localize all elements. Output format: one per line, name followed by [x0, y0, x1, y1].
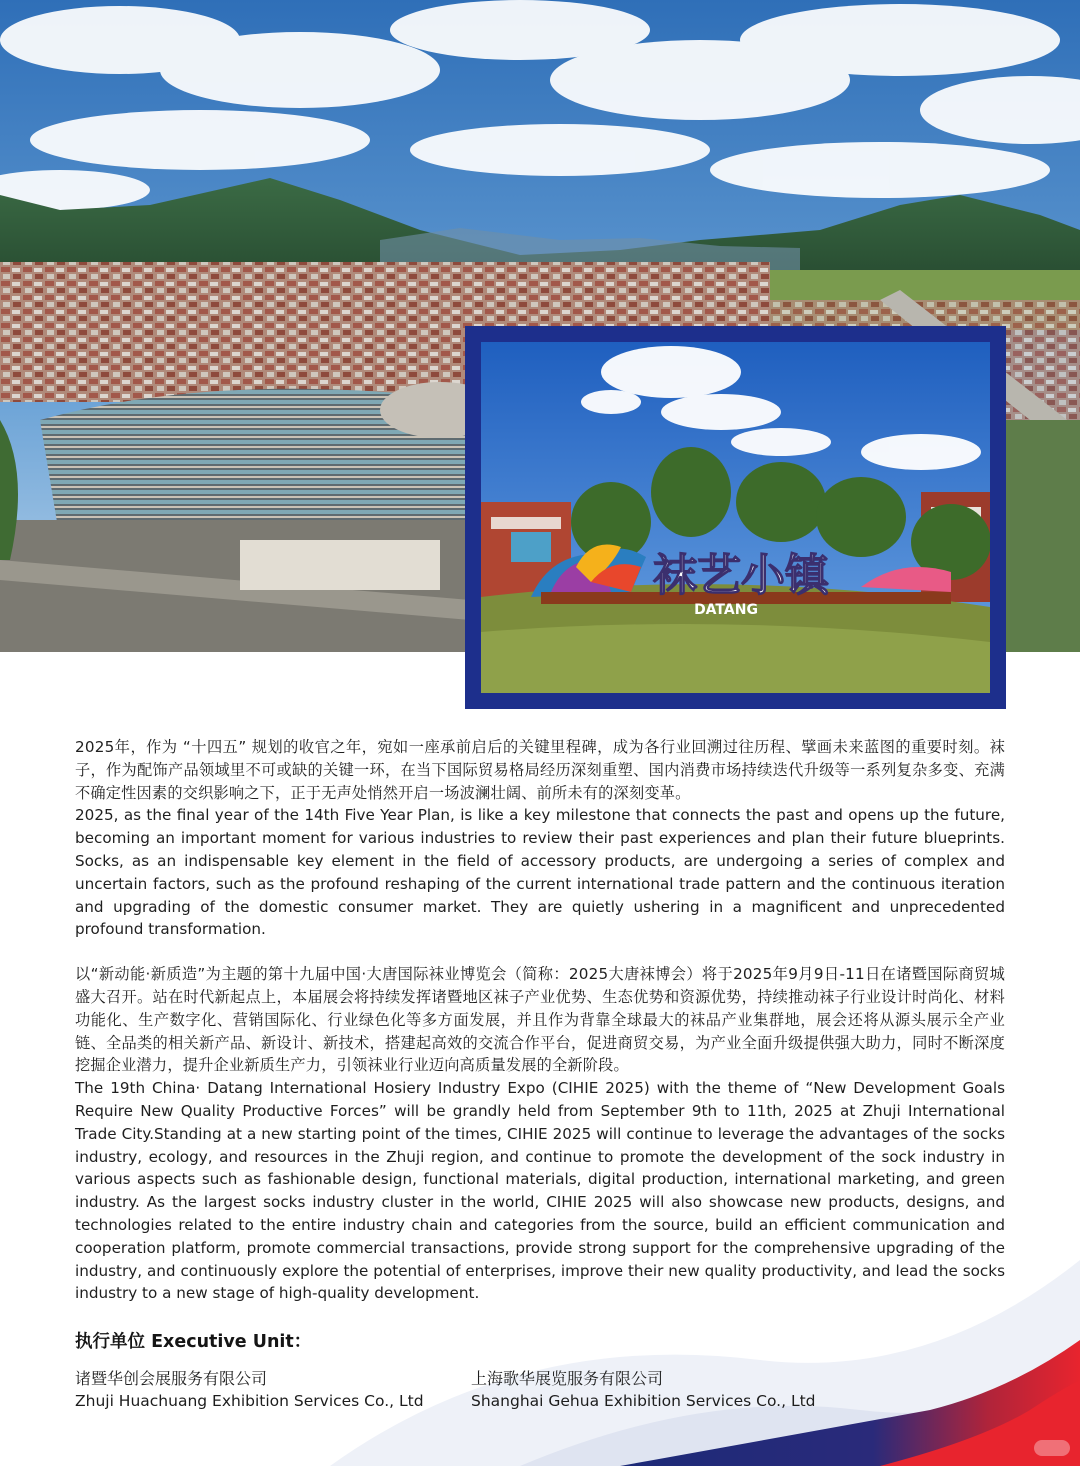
unit-1-name-en: Zhuji Huachuang Exhibition Services Co., Ltd — [75, 1392, 424, 1410]
expo-paragraph-en: The 19th China· Datang International Hosiery Industry Expo (CIHIE 2025) with the theme of “New Development Goals Require New Quality Productive Forces” will be grandly held from September 9th to 11th, 2025 at Zhuji International Trade City.Standing at a new starting point of the times, CIHIE 2025 will continue to leverage the advantages of the socks industry, ecology, and resources in the Zhuji region, and continue to promote the development of the sock industry in various aspects such as fashionable design, functional materials, digital production, international marketing, and green industry. As the largest socks industry cluster in the world, CIHIE 2025 will also showcase new products, designs, and technologies related to the entire industry chain and categories from the source, build an efficient communication and cooperation platform, promote commercial transactions, provide strong support for the comprehensive upgrading of the industry, and continuously explore the potential of enterprises, improve their new quality productivity, and lead the socks industry to a new stage of high-quality development. — [75, 1079, 1005, 1303]
article-body — [75, 736, 1005, 1305]
decorative-waves — [0, 1240, 1080, 1466]
intro-paragraph-en: 2025, as the final year of the 14th Five Year Plan, is like a key milestone that connects the past and opens up the future, becoming an important moment for various industries to review their past experiences and plan their future blueprints. Socks, as an indispensable key element in the field of accessory products, are undergoing a series of complex and uncertain factors, such as the profound reshaping of the current international trade pattern and the continuous iteration and upgrading of the domestic consumer market. They are quietly ushering in a magnificent and unprecedented profound transformation. — [75, 806, 1005, 939]
expo-paragraph-zh: 以“新动能·新质造”为主题的第十九届中国·大唐国际袜业博览会（简称：2025大唐袜博会）将于2025年9月9日-11日在诸暨国际商贸城盛大召开。站在时代新起点上，本届展会将持续发挥诸暨地区袜子产业优势、生态优势和资源优势，持续推动袜子行业设计时尚化、材料功能化、生产数字化、营销国际化、行业绿色化等多方面发展，并且作为背靠全球最大的袜品产业集群地，展会还将从源头展示全产业链、全品类的相关新产品、新设计、新技术，搭建起高效的交流合作平台，促进商贸交易，为产业全面升级提供强大助力，同时不断深度挖掘企业潜力，提升企业新质生产力，引领袜业行业迈向高质量发展的全新阶段。 — [75, 965, 1005, 1075]
sign-text-zh: 袜艺小镇 — [653, 550, 829, 601]
sign-text-en: DATANG — [694, 602, 758, 618]
unit-2-name-zh: 上海歌华展览服务有限公司 — [471, 1369, 664, 1388]
unit-2-name-en: Shanghai Gehua Exhibition Services Co., Ltd — [471, 1392, 816, 1410]
executive-unit-2 — [471, 1367, 816, 1413]
inset-photo-frame — [465, 326, 1006, 709]
paragraph-spacer — [75, 941, 1005, 963]
executive-unit-1 — [75, 1367, 424, 1413]
datang-sign-photo — [481, 342, 990, 693]
executive-unit-title: 执行单位 Executive Unit： — [75, 1332, 312, 1352]
intro-paragraph-zh: 2025年，作为 “十四五” 规划的收官之年，宛如一座承前启后的关键里程碑，成为各行业回溯过往历程、擘画未来蓝图的重要时刻。袜子，作为配饰产品领域里不可或缺的关键一环，在当下国际贸易格局经历深刻重塑、国内消费市场持续迭代升级等一系列复杂多变、充满不确定性因素的交织影响之下，正于无声处悄然开启一场波澜壮阔、前所未有的深刻变革。 — [75, 738, 1005, 802]
watermark-badge — [1034, 1440, 1070, 1456]
unit-1-name-zh: 诸暨华创会展服务有限公司 — [75, 1369, 268, 1388]
